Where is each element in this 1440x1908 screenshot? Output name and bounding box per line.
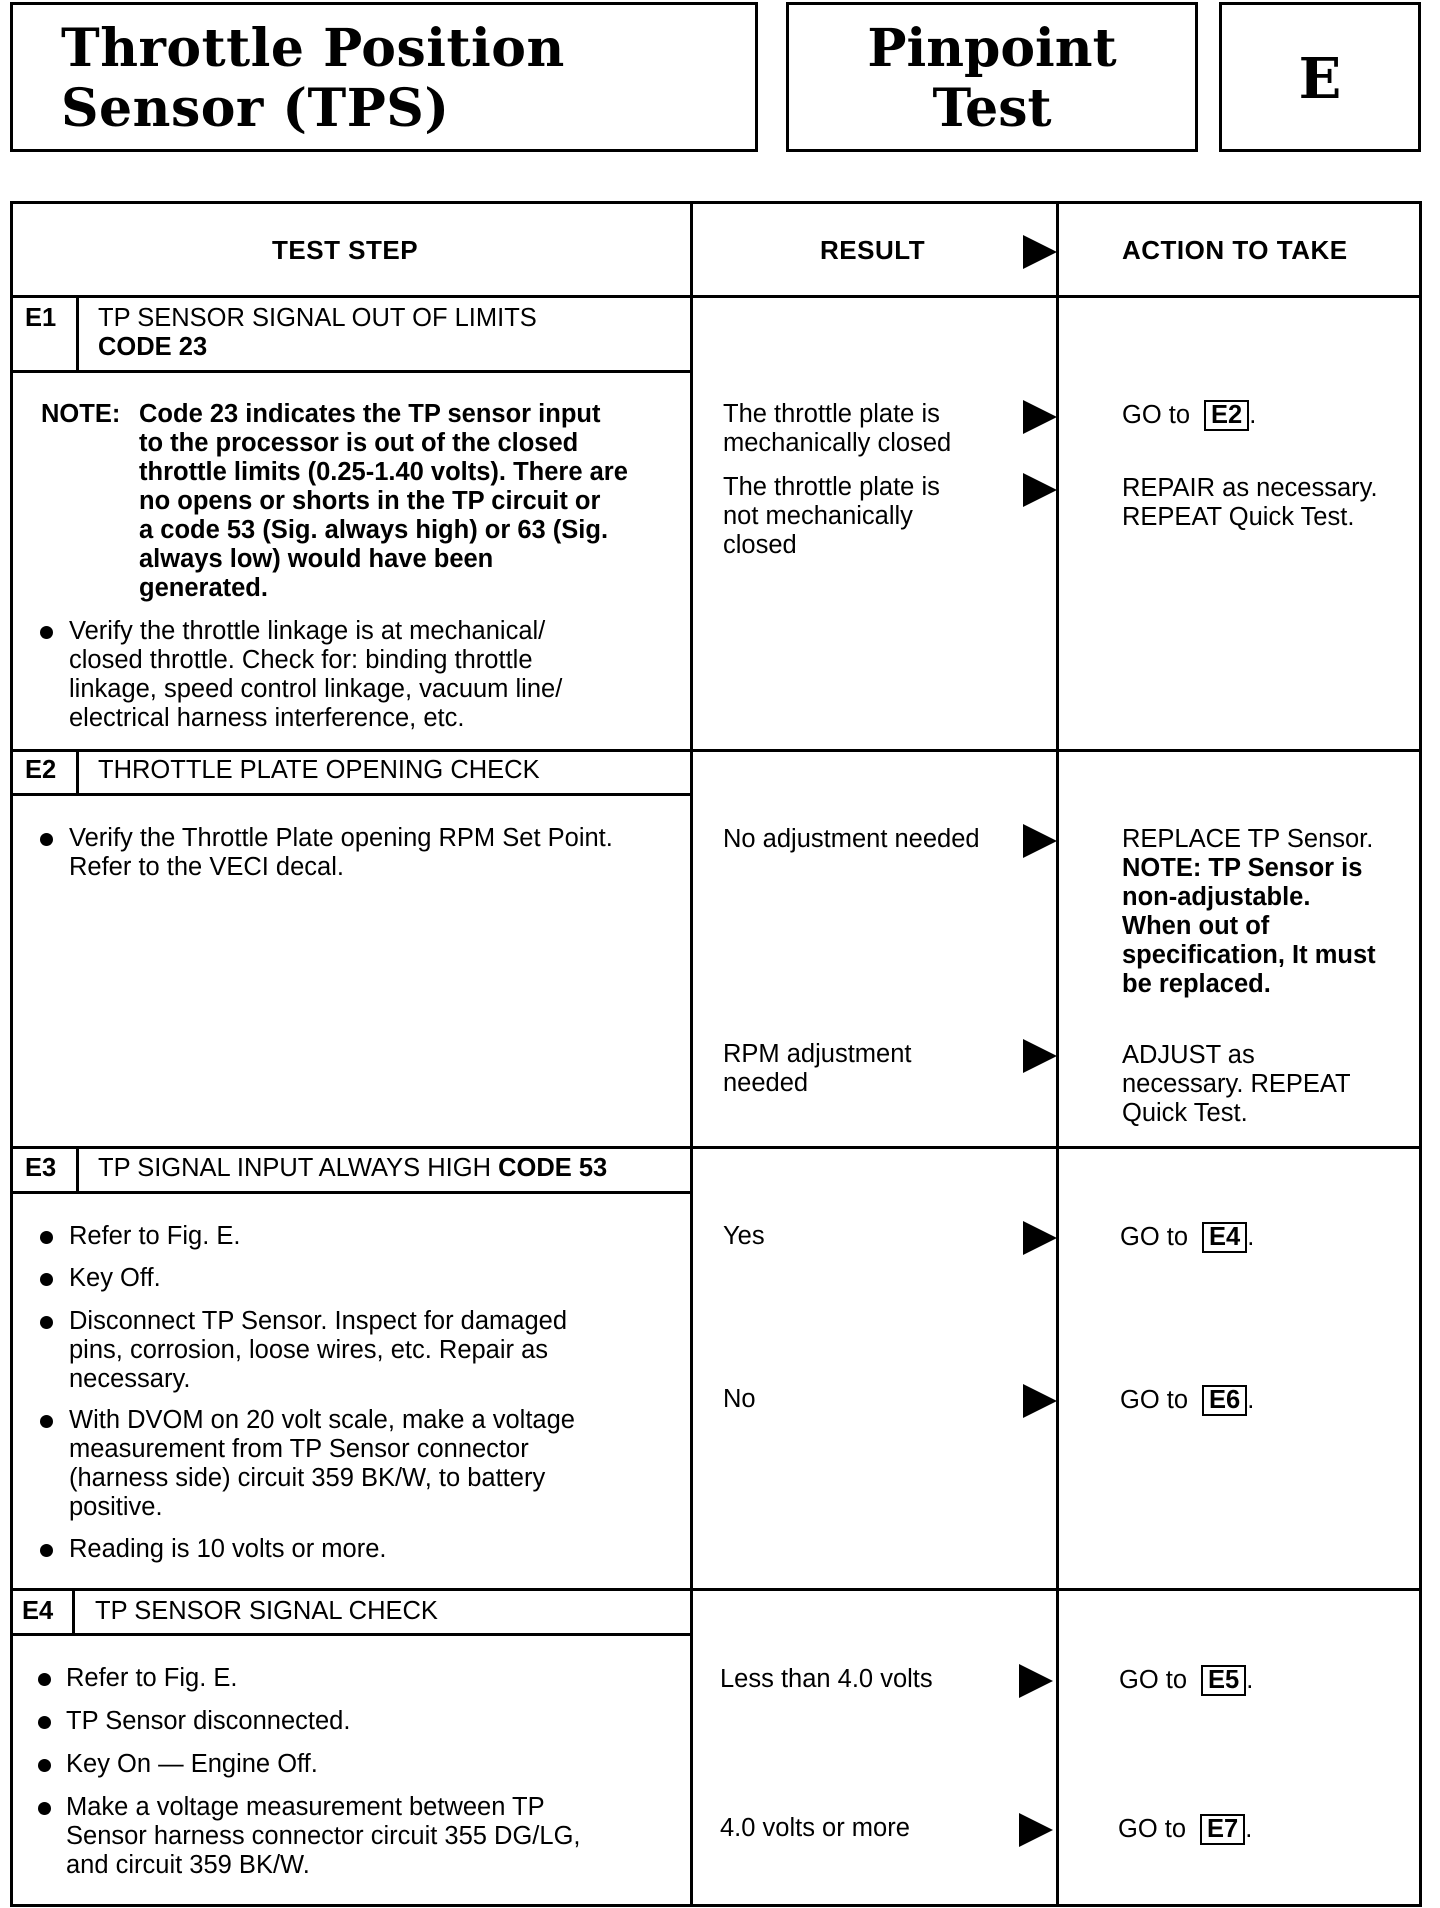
e1-action2-line: REPAIR as necessary.: [1122, 474, 1378, 502]
e4-bullet-line: Sensor harness connector circuit 355 DG/LG,: [66, 1822, 581, 1850]
e4-bullet-line: and circuit 359 BK/W.: [66, 1851, 310, 1879]
pinpoint-test-box: [786, 2, 1198, 152]
e4-result1: Less than 4.0 volts: [720, 1665, 933, 1693]
e1-id-divider: [76, 298, 79, 372]
table-border-left: [10, 201, 13, 1907]
e3-step-id: E3: [25, 1154, 57, 1182]
e4-id-divider: [72, 1591, 75, 1635]
table-border-top: [10, 201, 1422, 204]
bullet-icon: [40, 626, 53, 639]
e3-bullet-line: Disconnect TP Sensor. Inspect for damaged: [69, 1307, 568, 1335]
table-border-right: [1419, 201, 1422, 1907]
e3-bullet-line: measurement from TP Sensor connector: [69, 1435, 529, 1463]
e1-result-line: not mechanically: [723, 502, 913, 530]
e1-bullet-line: Verify the throttle linkage is at mechanical/: [69, 617, 546, 645]
step-ref-e2: E2: [1204, 400, 1249, 431]
section-letter-box: [1219, 2, 1421, 152]
result-arrow-icon: [1023, 235, 1057, 269]
e3-id-divider: [76, 1149, 79, 1193]
e3-result2: No: [723, 1385, 756, 1413]
bullet-icon: [40, 833, 53, 846]
e1-step-id: E1: [25, 304, 57, 332]
e1-note-line: a code 53 (Sig. always high) or 63 (Sig.: [139, 516, 609, 544]
e2-id-divider: [76, 752, 79, 795]
bullet-icon: [40, 1273, 53, 1286]
e1-step-title: TP SENSOR SIGNAL OUT OF LIMITS: [98, 304, 537, 332]
e2-result-line: needed: [723, 1069, 809, 1097]
e3-title-text: TP SIGNAL INPUT ALWAYS HIGH: [98, 1154, 491, 1182]
result-arrow-icon: [1023, 1221, 1057, 1255]
result-arrow-icon: [1023, 824, 1057, 858]
e2-action2-line: necessary. REPEAT: [1122, 1070, 1351, 1098]
e4-action1-ref: E5 .: [1201, 1665, 1253, 1696]
e1-note-label: NOTE:: [41, 400, 121, 428]
e3-code: CODE 53: [498, 1154, 608, 1182]
e1-result-line: The throttle plate is: [723, 400, 940, 428]
e3-bullet-line: Reading is 10 volts or more.: [69, 1535, 387, 1563]
e4-action2-ref: E7 .: [1200, 1814, 1252, 1845]
bullet-icon: [40, 1415, 53, 1428]
e3-bullet-line: Refer to Fig. E.: [69, 1222, 241, 1250]
e1-note-line: throttle limits (0.25-1.40 volts). There are: [139, 458, 628, 486]
e4-action1-prefix: GO to: [1119, 1666, 1188, 1694]
step-ref-e4: E4: [1202, 1222, 1247, 1253]
e2-action2-line: Quick Test.: [1122, 1099, 1248, 1127]
e4-result2: 4.0 volts or more: [720, 1814, 910, 1842]
e2-bullet-line: Refer to the VECI decal.: [69, 853, 344, 881]
e4-bullet-line: Key On — Engine Off.: [66, 1750, 318, 1778]
e1-step-code: CODE 23: [98, 333, 208, 361]
result-arrow-icon: [1019, 1664, 1053, 1698]
bullet-icon: [38, 1716, 51, 1729]
e3-action2-prefix: GO to: [1120, 1386, 1189, 1414]
result-arrow-icon: [1019, 1813, 1053, 1847]
e4-bullet-line: TP Sensor disconnected.: [66, 1707, 351, 1735]
e3-bullet-line: pins, corrosion, loose wires, etc. Repair as: [69, 1336, 549, 1364]
pinpoint-label: Pinpoint: [867, 18, 1117, 79]
step-ref-e7: E7: [1200, 1814, 1245, 1845]
e2-action1-note: NOTE: TP Sensor is: [1122, 854, 1363, 882]
step-ref-e6: E6: [1202, 1385, 1247, 1416]
e2-action1-note: specification, It must: [1122, 941, 1376, 969]
e4-action2-prefix: GO to: [1118, 1815, 1187, 1843]
page-title-line2: Sensor (TPS): [61, 78, 450, 139]
e1-title-underline: [10, 370, 692, 373]
section-letter: E: [1298, 46, 1342, 112]
e1-action1-ref: E2 .: [1204, 400, 1256, 431]
e1-note-line: no opens or shorts in the TP circuit or: [139, 487, 601, 515]
e3-action1-prefix: GO to: [1120, 1223, 1189, 1251]
result-arrow-icon: [1023, 473, 1057, 507]
result-arrow-icon: [1023, 1039, 1057, 1073]
e3-title-underline: [10, 1191, 692, 1194]
e4-title-underline: [10, 1633, 692, 1636]
column-header-action: ACTION TO TAKE: [1122, 235, 1348, 265]
e1-note-line: always low) would have been: [139, 545, 494, 573]
header-row-separator: [10, 295, 1422, 298]
e4-step-id: E4: [22, 1597, 54, 1625]
e2-bullet-line: Verify the Throttle Plate opening RPM Set Point.: [69, 824, 613, 852]
e3-action1-ref: E4 .: [1202, 1222, 1254, 1253]
e1-note-line: to the processor is out of the closed: [139, 429, 579, 457]
e2-action1-note: non-adjustable.: [1122, 883, 1311, 911]
e1-bullet-line: electrical harness interference, etc.: [69, 704, 465, 732]
e3-bullet-line: Key Off.: [69, 1264, 161, 1292]
e1-note-line: generated.: [139, 574, 268, 602]
e2-action2-line: ADJUST as: [1122, 1041, 1255, 1069]
bullet-icon: [40, 1231, 53, 1244]
table-border-bottom: [10, 1904, 1422, 1907]
e4-bullet-line: Make a voltage measurement between TP: [66, 1793, 545, 1821]
column-header-result: RESULT: [820, 235, 926, 265]
bullet-icon: [38, 1673, 51, 1686]
e2-action1-note: When out of: [1122, 912, 1270, 940]
e2-separator: [10, 749, 1422, 752]
e1-note-line: Code 23 indicates the TP sensor input: [139, 400, 601, 428]
e2-step-title: THROTTLE PLATE OPENING CHECK: [98, 756, 540, 784]
e4-step-title: TP SENSOR SIGNAL CHECK: [95, 1597, 438, 1625]
result-arrow-icon: [1023, 1384, 1057, 1418]
e2-result-line: RPM adjustment: [723, 1040, 912, 1068]
title-box: [10, 2, 758, 152]
e3-bullet-line: positive.: [69, 1493, 163, 1521]
e1-bullet-line: closed throttle. Check for: binding throttle: [69, 646, 533, 674]
e3-bullet-line: With DVOM on 20 volt scale, make a voltage: [69, 1406, 575, 1434]
column-divider-result: [690, 201, 693, 1907]
e3-step-title: [98, 1154, 607, 1183]
result-arrow-icon: [1023, 400, 1057, 434]
e1-result-line: The throttle plate is: [723, 473, 940, 501]
test-label: Test: [932, 78, 1052, 139]
e3-action2-ref: E6 .: [1202, 1385, 1254, 1416]
e2-step-id: E2: [25, 756, 57, 784]
step-ref-e5: E5: [1201, 1665, 1246, 1696]
e1-result-line: mechanically closed: [723, 429, 952, 457]
bullet-icon: [38, 1802, 51, 1815]
bullet-icon: [40, 1316, 53, 1329]
e2-action1-line: REPLACE TP Sensor.: [1122, 825, 1374, 853]
e1-action1-prefix: GO to: [1122, 401, 1191, 429]
page-title-line1: Throttle Position: [61, 18, 565, 79]
e4-separator: [10, 1588, 1422, 1591]
e1-result-line: closed: [723, 531, 797, 559]
bullet-icon: [38, 1759, 51, 1772]
e2-action1-note: be replaced.: [1122, 970, 1271, 998]
e4-bullet-line: Refer to Fig. E.: [66, 1664, 238, 1692]
e1-action2-line: REPEAT Quick Test.: [1122, 503, 1355, 531]
column-header-test-step: TEST STEP: [272, 235, 419, 265]
e2-result1: No adjustment needed: [723, 825, 980, 853]
e1-bullet-line: linkage, speed control linkage, vacuum line/: [69, 675, 563, 703]
e3-bullet-line: (harness side) circuit 359 BK/W, to battery: [69, 1464, 546, 1492]
e2-title-underline: [10, 793, 692, 796]
e3-result1: Yes: [723, 1222, 765, 1250]
bullet-icon: [40, 1544, 53, 1557]
e3-separator: [10, 1146, 1422, 1149]
e3-bullet-line: necessary.: [69, 1365, 191, 1393]
